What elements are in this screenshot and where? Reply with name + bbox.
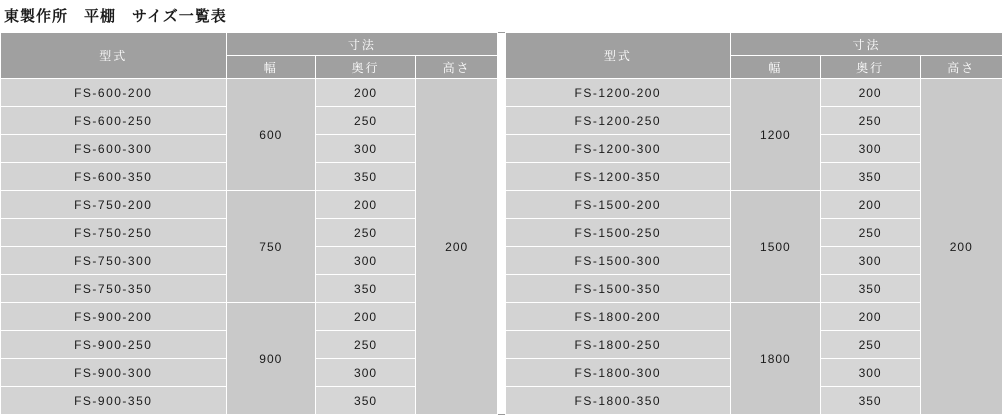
depth-cell: 350	[316, 387, 416, 415]
depth-cell: 300	[316, 359, 416, 387]
header-height-right: 高さ	[920, 56, 1002, 79]
model-cell: FS-1800-250	[505, 331, 731, 359]
header-model-left: 型式	[1, 33, 227, 79]
depth-cell: 250	[316, 331, 416, 359]
model-cell: FS-1800-350	[505, 387, 731, 415]
height-cell: 200	[920, 79, 1002, 415]
model-cell: FS-1500-250	[505, 219, 731, 247]
model-cell: FS-1200-350	[505, 163, 731, 191]
header-width-right: 幅	[731, 56, 821, 79]
model-cell: FS-750-200	[1, 191, 227, 219]
header-width-left: 幅	[226, 56, 316, 79]
model-cell: FS-1200-300	[505, 135, 731, 163]
model-cell: FS-1500-200	[505, 191, 731, 219]
depth-cell: 350	[316, 163, 416, 191]
depth-cell: 350	[820, 163, 920, 191]
depth-cell: 300	[316, 135, 416, 163]
width-cell: 1800	[731, 303, 821, 415]
model-cell: FS-1500-300	[505, 247, 731, 275]
table-header-row-1	[1, 33, 1003, 56]
depth-cell: 200	[820, 303, 920, 331]
column-gap	[498, 33, 505, 79]
header-depth-right: 奥行	[820, 56, 920, 79]
model-cell: FS-750-350	[1, 275, 227, 303]
header-height-left: 高さ	[415, 56, 497, 79]
depth-cell: 250	[820, 107, 920, 135]
depth-cell: 250	[316, 219, 416, 247]
depth-cell: 300	[820, 135, 920, 163]
page-title: 東製作所 平棚 サイズ一覧表	[4, 8, 227, 25]
model-cell: FS-1800-200	[505, 303, 731, 331]
model-cell: FS-750-250	[1, 219, 227, 247]
header-dimensions-right: 寸法	[731, 33, 1003, 56]
depth-cell: 200	[820, 79, 920, 107]
depth-cell: 200	[316, 191, 416, 219]
model-cell: FS-900-250	[1, 331, 227, 359]
depth-cell: 200	[316, 303, 416, 331]
width-cell: 1500	[731, 191, 821, 303]
width-cell: 1200	[731, 79, 821, 191]
depth-cell: 250	[316, 107, 416, 135]
depth-cell: 300	[820, 247, 920, 275]
model-cell: FS-1800-300	[505, 359, 731, 387]
column-gap	[498, 79, 505, 415]
model-cell: FS-750-300	[1, 247, 227, 275]
model-cell: FS-900-200	[1, 303, 227, 331]
model-cell: FS-600-300	[1, 135, 227, 163]
header-dimensions-left: 寸法	[226, 33, 498, 56]
depth-cell: 350	[316, 275, 416, 303]
model-cell: FS-900-300	[1, 359, 227, 387]
width-cell: 750	[226, 191, 316, 303]
model-cell: FS-1500-350	[505, 275, 731, 303]
model-cell: FS-600-200	[1, 79, 227, 107]
depth-cell: 350	[820, 275, 920, 303]
depth-cell: 250	[820, 331, 920, 359]
model-cell: FS-1200-250	[505, 107, 731, 135]
table-row	[1, 79, 1003, 107]
model-cell: FS-1200-200	[505, 79, 731, 107]
height-cell: 200	[415, 79, 497, 415]
size-table	[0, 32, 1003, 415]
width-cell: 600	[226, 79, 316, 191]
header-depth-left: 奥行	[316, 56, 416, 79]
depth-cell: 300	[820, 359, 920, 387]
depth-cell: 200	[316, 79, 416, 107]
model-cell: FS-900-350	[1, 387, 227, 415]
model-cell: FS-600-350	[1, 163, 227, 191]
header-model-right: 型式	[505, 33, 731, 79]
depth-cell: 350	[820, 387, 920, 415]
depth-cell: 200	[820, 191, 920, 219]
depth-cell: 300	[316, 247, 416, 275]
width-cell: 900	[226, 303, 316, 415]
model-cell: FS-600-250	[1, 107, 227, 135]
depth-cell: 250	[820, 219, 920, 247]
